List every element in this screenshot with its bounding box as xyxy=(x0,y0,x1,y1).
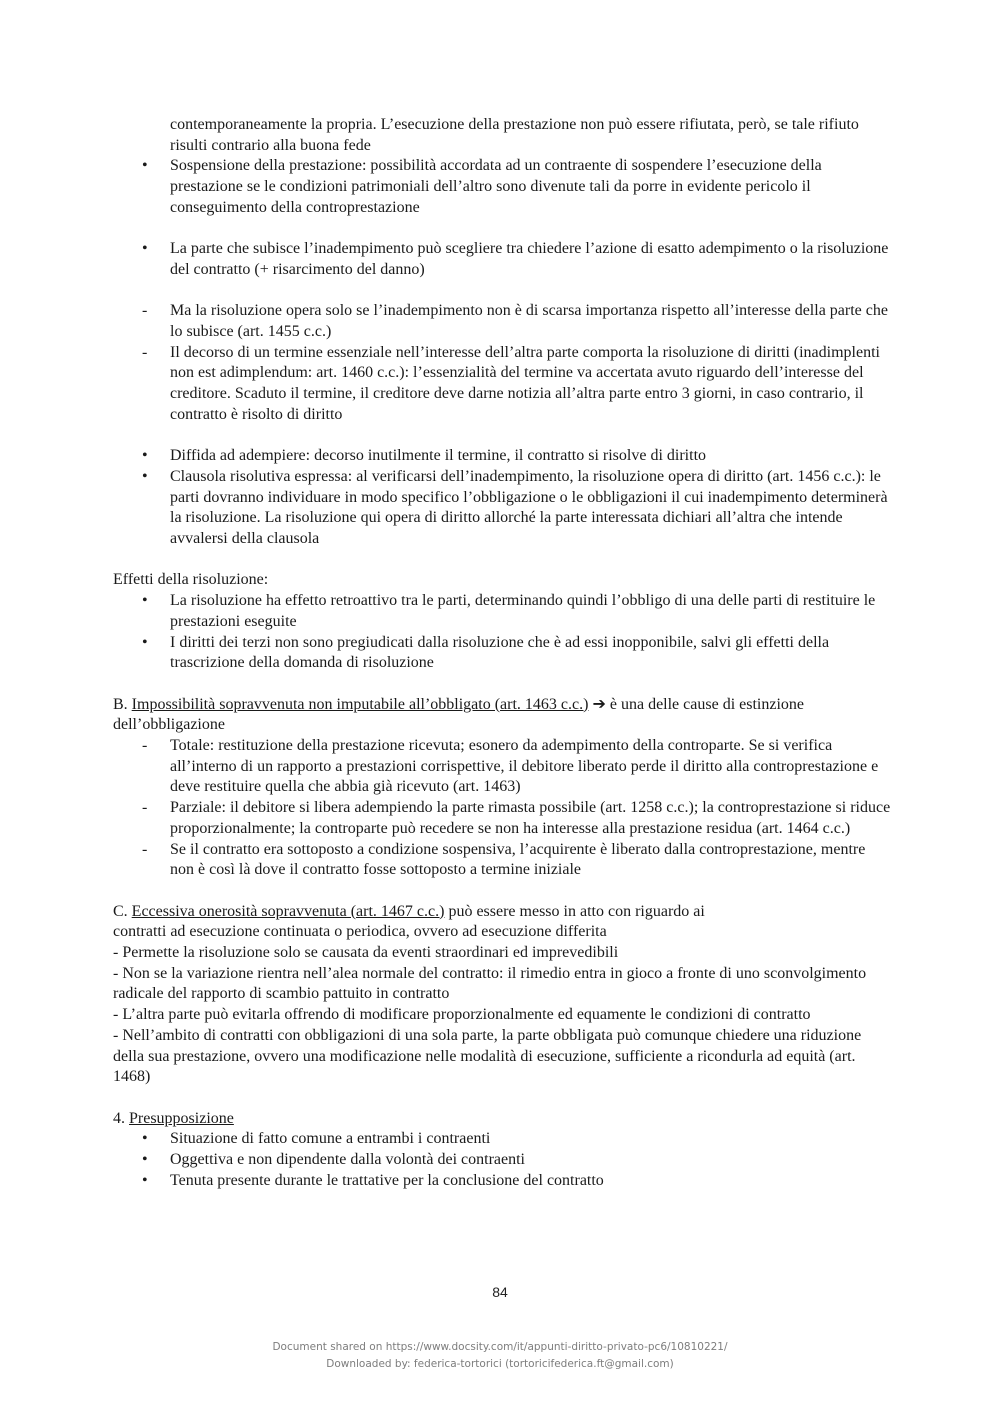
section-c-line: - Permette la risoluzione solo se causata da eventi straordinari ed imprevedibili xyxy=(113,944,619,962)
paragraph-text: contemporaneamente la propria. L’esecuzione della prestazione non può essere rifiutata, però, se tale rifiuto risulti contrario alla buona fede xyxy=(170,116,859,154)
section-b-rest: è una delle cause di estinzione dell’obbligazione xyxy=(113,695,804,734)
section-c-line: contratti ad esecuzione continuata o periodica, ovvero ad esecuzione differita xyxy=(113,923,607,941)
bullet-icon: • xyxy=(142,240,148,258)
list-item-text: Se il contratto era sottoposto a condizione sospensiva, l’acquirente è liberato dalla controprestazione, mentre non è così là dove il contratto fosse sottoposto a termine iniziale xyxy=(170,840,866,879)
continuation-paragraph xyxy=(113,115,893,156)
dash-marker: - xyxy=(142,840,148,858)
section-b-heading xyxy=(113,695,893,736)
dash-marker: - xyxy=(142,343,148,361)
list-item xyxy=(113,467,893,550)
list-item-text: Ma la risoluzione opera solo se l’inadempimento non è di scarsa importanza rispetto all’interesse della parte che lo subisce (art. 1455 c.c.) xyxy=(170,302,888,340)
list-item-text: Parziale: il debitore si libera adempiendo la parte rimasta possibile (art. 1258 c.c.); la controprestazione si riduce proporzionalmente; la controparte può recedere se non ha interesse alla prestazione residua (art. 1464 c.c.) xyxy=(170,799,891,837)
bullet-icon: • xyxy=(142,1130,148,1148)
list-item xyxy=(113,446,893,467)
list-item xyxy=(113,591,893,632)
section-heading: Effetti della risoluzione: xyxy=(113,571,269,589)
list-item xyxy=(113,633,893,674)
bullet-icon: • xyxy=(142,447,148,465)
list-item xyxy=(113,301,893,342)
list-item xyxy=(113,1150,893,1171)
section-c-prefix: C. xyxy=(113,902,132,920)
list-item xyxy=(113,736,893,798)
section-b-prefix: B. xyxy=(113,695,132,713)
list-item-text: La risoluzione ha effetto retroattivo tra le parti, determinando quindi l’obbligo di una delle parti di restituire le prestazioni eseguite xyxy=(170,592,876,630)
section-c-rest: può essere messo in atto con riguardo ai xyxy=(444,902,705,920)
list-item-text: Situazione di fatto comune a entrambi i contraenti xyxy=(170,1130,491,1148)
dash-marker: - xyxy=(142,302,148,320)
bullet-icon: • xyxy=(142,633,148,651)
bullet-icon: • xyxy=(142,157,148,175)
bullet-icon: • xyxy=(142,592,148,610)
dash-marker: - xyxy=(142,737,148,755)
list-item-text: I diritti dei terzi non sono pregiudicati dalla risoluzione che è ad essi inopponibile, salvi gli effetti della trascrizione della domanda di risoluzione xyxy=(170,633,830,672)
list-item-text: Clausola risolutiva espressa: al verificarsi dell’inadempimento, la risoluzione opera di diritto (art. 1456 c.c.): le parti dovranno individuare in modo specifico l’obbligazione o le obbligazioni il cui inadempimento determinerà la risoluzione. La risoluzione qui opera di diritto allorché la parte interessata dichiari all’altra che intende avvalersi della clausola xyxy=(170,467,888,548)
list-item-text: Tenuta presente durante le trattative per la conclusione del contratto xyxy=(170,1171,604,1189)
body-text xyxy=(113,115,893,1191)
footer-shared-link[interactable]: Document shared on https://www.docsity.com/it/appunti-diritto-privato-pc6/10810221/ xyxy=(272,1341,728,1353)
list-item xyxy=(113,1171,893,1192)
section-c-line: - L’altra parte può evitarla offrendo di modificare proporzionalmente ed equamente le condizioni di contratto xyxy=(113,1006,811,1024)
list-item xyxy=(113,798,893,839)
arrow-icon: ➔ xyxy=(588,695,610,713)
list-item xyxy=(113,1129,893,1150)
list-item-text: La parte che subisce l’inadempimento può scegliere tra chiedere l’azione di esatto adempimento o la risoluzione del contratto (+ risarcimento del danno) xyxy=(170,240,889,278)
list-item xyxy=(113,343,893,426)
dash-marker: - xyxy=(142,799,148,817)
list-item xyxy=(113,840,893,881)
bullet-icon: • xyxy=(142,467,148,485)
footer-downloaded-by: Downloaded by: federica-tortorici (tortoricifederica.ft@gmail.com) xyxy=(326,1358,674,1370)
section-c-line: - Nell’ambito di contratti con obbligazioni di una sola parte, la parte obbligata può comunque chiedere una riduzione della sua prestazione, ovvero una modificazione nelle modalità di esecuzione, sufficiente a ricondurla ad equità (art. 1468) xyxy=(113,1026,862,1086)
list-item-text: Oggettiva e non dipendente dalla volontà dei contraenti xyxy=(170,1151,525,1169)
section-c-heading xyxy=(113,902,893,923)
section-c-title: Eccessiva onerosità sopravvenuta (art. 1467 c.c.) xyxy=(131,902,445,920)
section-c-line: - Non se la variazione rientra nell’alea normale del contratto: il rimedio entra in gioco a fronte di uno sconvolgimento radicale del rapporto di scambio pattuito in contratto xyxy=(113,964,867,1003)
list-item xyxy=(113,156,893,218)
list-item-text: Diffida ad adempiere: decorso inutilmente il termine, il contratto si risolve di diritto xyxy=(170,447,707,465)
page-number: 84 xyxy=(492,1284,508,1300)
section-4-prefix: 4. xyxy=(113,1109,129,1127)
list-item-text: Sospensione della prestazione: possibilità accordata ad un contraente di sospendere l’esecuzione della prestazione se le condizioni patrimoniali dell’altro sono divenute tali da porre in evidente pericolo il conseguimento della controprestazione xyxy=(170,157,822,216)
section-b-title: Impossibilità sopravvenuta non imputabile all’obbligato (art. 1463 c.c.) xyxy=(131,695,589,713)
list-item xyxy=(113,239,893,280)
section-4-title: Presupposizione xyxy=(129,1109,234,1127)
bullet-icon: • xyxy=(142,1171,148,1189)
list-item-text: Totale: restituzione della prestazione ricevuta; esonero da adempimento della controparte. Se si verifica all’interno di un rapporto a prestazioni corrispettive, il debitore liberato perde il diritto alla controprestazione e deve restituire quella che abbia già ricevuto (art. 1463) xyxy=(170,737,879,796)
list-item-text: Il decorso di un termine essenziale nell’interesse dell’altra parte comporta la risoluzione di diritti (inadimplenti non est adimplendum: art. 1460 c.c.): l’essenzialità del termine va accertata avuto riguardo dell’interesse del creditore. Scaduto il termine, il creditore deve darne notizia all’altra parte entro 3 giorni, in caso contrario, il contratto è risolto di diritto xyxy=(170,343,880,423)
bullet-icon: • xyxy=(142,1151,148,1169)
section-4-heading xyxy=(113,1109,893,1130)
